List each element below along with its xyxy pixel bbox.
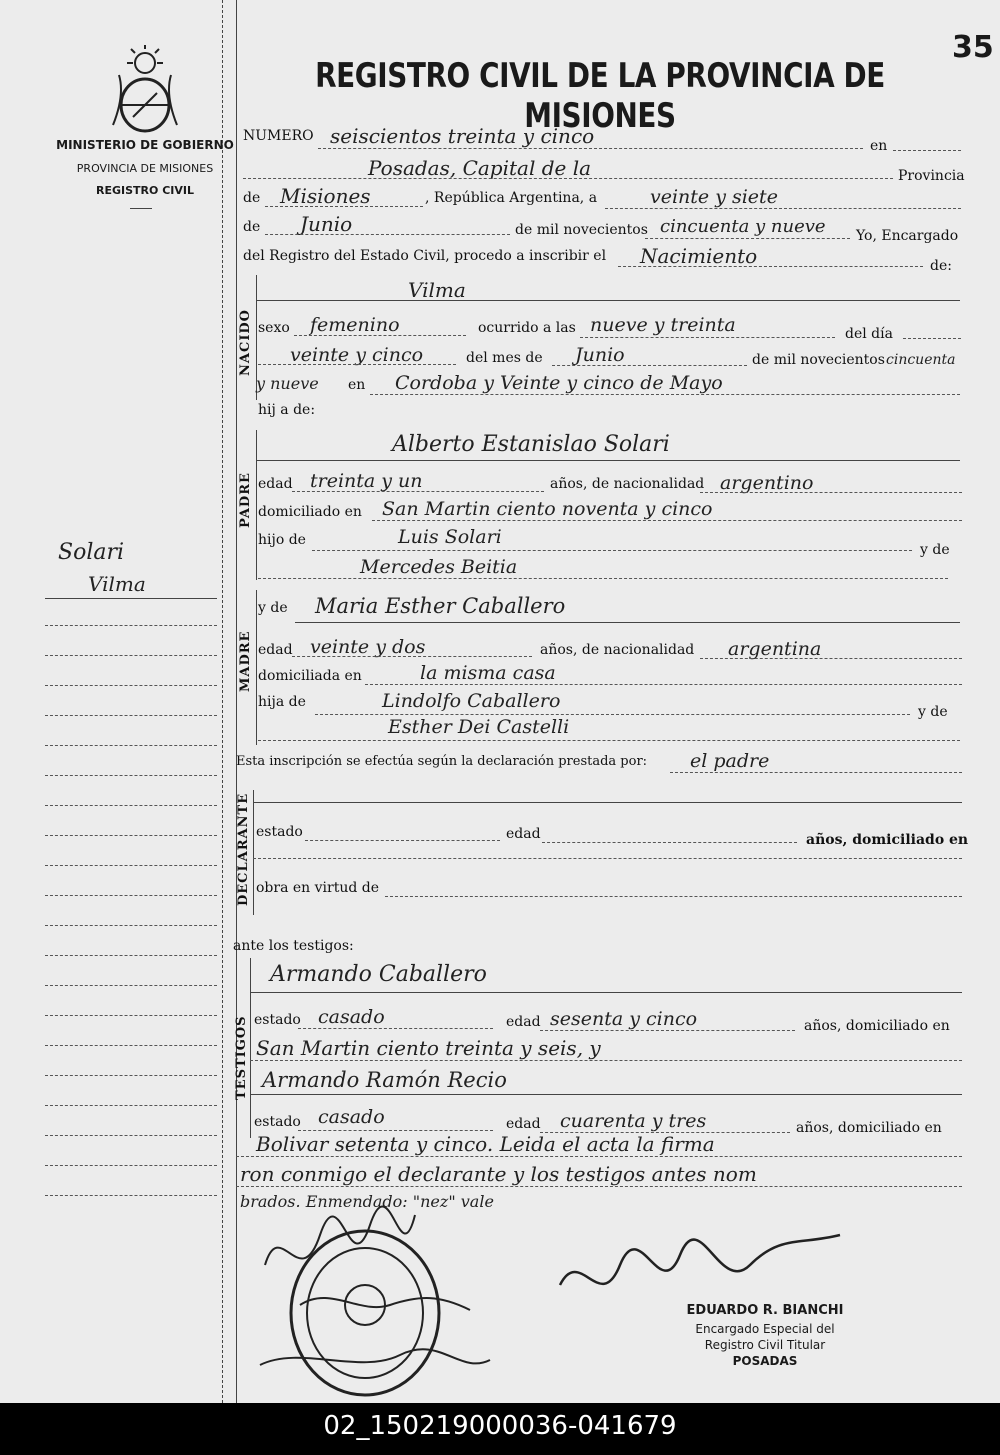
birth-day-value: veinte y cinco	[290, 344, 424, 366]
ocurrido-label: ocurrido a las	[478, 320, 576, 336]
declarante-estado-label: estado	[256, 824, 303, 840]
witness2-name-value: Armando Ramón Recio	[262, 1068, 507, 1092]
ministry-line2: PROVINCIA DE MISIONES	[76, 162, 214, 175]
de3-label: de:	[930, 258, 952, 274]
en-label: en	[870, 138, 888, 154]
de-label: de	[243, 190, 261, 206]
numero-label: NUMERO	[243, 128, 314, 144]
page-title: REGISTRO CIVIL DE LA PROVINCIA DE MISIONES	[315, 56, 885, 136]
margin-note-surname: Solari	[58, 540, 125, 565]
padre-nac-label: años, de nacionalidad	[550, 476, 705, 492]
hija-de-label-2: hija de	[258, 694, 306, 710]
declarant-value: el padre	[690, 750, 770, 772]
registration-month-value: Junio	[300, 212, 353, 236]
witness2-estado-label: estado	[254, 1114, 301, 1130]
mother-age-value: veinte y dos	[310, 636, 426, 658]
padre-edad-label: edad	[258, 476, 293, 492]
madre-y-de-label-2: y de	[918, 704, 948, 720]
document-id: 02_150219000036-041679	[323, 1411, 677, 1441]
declarante-anos-label: años, domiciliado en	[806, 832, 969, 848]
del-dia-label: del día	[845, 326, 893, 342]
footer-bar	[0, 1403, 1000, 1455]
paternal-grandfather-value: Luis Solari	[398, 526, 502, 548]
de2-label: de	[243, 219, 261, 235]
sexo-value: femenino	[310, 314, 400, 336]
maternal-grandmother-value: Esther Dei Castelli	[388, 716, 570, 738]
official-name: EDUARDO R. BIANCHI	[686, 1303, 844, 1318]
witness2-anos-label: años, domiciliado en	[796, 1120, 942, 1136]
madre-y-de-label: y de	[258, 600, 288, 616]
birth-hour-value: nueve y treinta	[590, 314, 736, 336]
act-value: Nacimiento	[640, 244, 758, 268]
witness1-anos-label: años, domiciliado en	[804, 1018, 950, 1034]
province-value: Misiones	[280, 184, 371, 208]
mil-label-2: de mil novecientos	[752, 352, 885, 368]
numero-value: seiscientos treinta y cinco	[330, 124, 595, 148]
official-title-line3: Registro Civil Titular	[704, 1338, 826, 1352]
closing-line2: ron conmigo el declarante y los testigos antes nom	[240, 1162, 757, 1186]
birth-month-value: Junio	[575, 344, 625, 366]
padre-dom-label: domiciliado en	[258, 504, 362, 520]
padre-section-label: PADRE	[238, 472, 253, 528]
father-nationality-value: argentino	[720, 472, 814, 494]
coat-of-arms-icon	[105, 45, 185, 135]
witness2-estado-value: casado	[318, 1106, 385, 1128]
hija-de-label: hij a de:	[258, 402, 316, 418]
child-name-value: Vilma	[408, 278, 466, 302]
official-title-line2: Encargado Especial del	[695, 1322, 835, 1336]
father-address-value: San Martin ciento noventa y cinco	[382, 498, 713, 520]
declaracion-label: Esta inscripción se efectúa según la declaración prestada por:	[236, 754, 648, 769]
registry-place-value: Posadas, Capital de la	[368, 156, 592, 180]
birth-place-value: Cordoba y Veinte y cinco de Mayo	[395, 372, 723, 394]
witness2-edad-label: edad	[506, 1116, 541, 1132]
sexo-label: sexo	[258, 320, 290, 336]
witness2-edad-value: cuarenta y tres	[560, 1110, 707, 1132]
maternal-grandfather-value: Lindolfo Caballero	[382, 690, 561, 712]
birth-year-part2: y nueve	[256, 374, 319, 393]
madre-edad-label: edad	[258, 642, 293, 658]
del-mes-label: del mes de	[466, 350, 543, 366]
registration-day-value: veinte y siete	[650, 186, 778, 208]
birth-year-part1: cincuenta	[886, 352, 956, 368]
ante-testigos-label: ante los testigos:	[233, 938, 354, 954]
yo-label: Yo, Encargado	[856, 228, 959, 244]
ministry-line1: MINISTERIO DE GOBIERNO	[56, 138, 234, 152]
witness1-name-value: Armando Caballero	[270, 962, 487, 987]
padre-y-de-label: y de	[920, 542, 950, 558]
madre-nac-label: años, de nacionalidad	[540, 642, 695, 658]
madre-dom-label: domiciliada en	[258, 668, 362, 684]
hijo-de-label: hijo de	[258, 532, 306, 548]
republica-label: , República Argentina, a	[425, 190, 598, 206]
mother-nationality-value: argentina	[728, 638, 822, 660]
declarante-edad-label: edad	[506, 826, 541, 842]
del-registro-label: del Registro del Estado Civil, procedo a inscribir el	[243, 248, 607, 264]
page-number: 35	[952, 30, 994, 65]
madre-section-label: MADRE	[238, 630, 253, 692]
ministry-line3: REGISTRO CIVIL	[96, 184, 194, 197]
official-seal-icon	[285, 1225, 445, 1400]
obra-label: obra en virtud de	[256, 880, 380, 896]
declarante-section-label: DECLARANTE	[236, 792, 251, 906]
witness2-address-line1: Bolivar setenta y cinco. Leida el acta la firma	[256, 1132, 715, 1156]
closing-line3: brados. Enmendado: "nez" vale	[240, 1192, 494, 1211]
paternal-grandmother-value: Mercedes Beitia	[360, 556, 518, 578]
mother-name-value: Maria Esther Caballero	[315, 594, 566, 618]
father-age-value: treinta y un	[310, 470, 423, 492]
witness1-edad-value: sesenta y cinco	[550, 1008, 698, 1030]
witness1-estado-value: casado	[318, 1006, 385, 1028]
registration-year-value: cincuenta y nueve	[660, 216, 826, 237]
official-title-line4: POSADAS	[732, 1354, 798, 1368]
provincia-label: Provincia	[898, 168, 965, 184]
margin-note-name: Vilma	[88, 572, 146, 596]
witness1-address-value: San Martin ciento treinta y seis, y	[256, 1036, 601, 1060]
witness1-edad-label: edad	[506, 1014, 541, 1030]
testigos-section-label: TESTIGOS	[234, 1015, 249, 1100]
witness1-estado-label: estado	[254, 1012, 301, 1028]
mother-address-value: la misma casa	[420, 662, 556, 684]
father-name-value: Alberto Estanislao Solari	[392, 432, 670, 457]
en-label-2: en	[348, 377, 366, 393]
mil-label: de mil novecientos	[515, 222, 648, 238]
nacido-section-label: NACIDO	[238, 309, 253, 376]
